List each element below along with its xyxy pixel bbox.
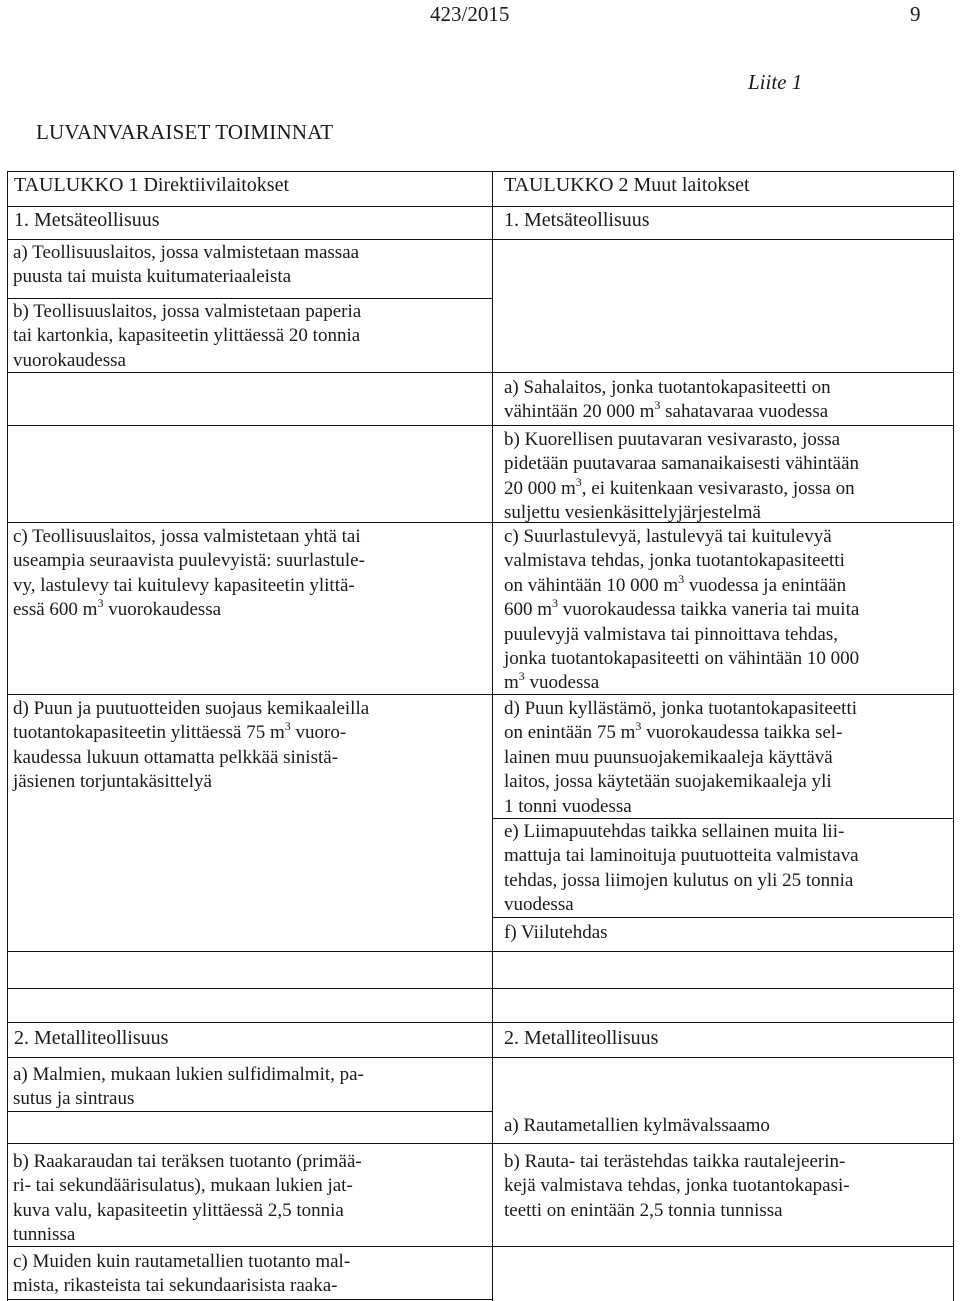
section-heading-forest-right: 1. Metsäteollisuus — [504, 209, 650, 231]
table-cell: b) Rauta- tai terästehdas taikka rautalejeerin- kejä valmistava tehdas, jonka tuotantokapasi- teetti on enintään 2,5 tonnia tunnissa — [504, 1151, 850, 1221]
table-cell: d) Puun ja puutuotteiden suojaus kemikaaleilla tuotantokapasiteetin ylittäessä 75 $m^3$ vuoro- kaudessa lukuun ottamatta pelkkää sinistä- jäsienen torjuntakäsittelyä — [13, 698, 370, 793]
table-cell: c) Teollisuuslaitos, jossa valmistetaan yhtä tai useampia seuraavista puulevyistä: suurlastule- vy, lastulevy tai kuitulevy kapasiteetin ylittä- essä 600 $m^3$ vuorokaudessa — [13, 526, 365, 621]
table-cell: a) Malmien, mukaan lukien sulfidimalmit, pa- sutus ja sintraus — [13, 1064, 364, 1110]
table-cell: c) Suurlastulevyä, lastulevyä tai kuitulevyä valmistava tehdas, jonka tuotantokapasiteetti on vähintään 10 000 $m^3$ vuodessa ja enintään 600 $m^3$ vuorokaudessa taikka vaneria tai muita puulevyjä valmistava tai pinnoittava tehdas, jonka tuotantokapasiteetti on vähintään 10 000 $m^3$ vuodessa — [504, 526, 860, 694]
table-cell: b) Raakaraudan tai teräksen tuotanto (primää- ri- tai sekundäärisulatus), mukaan lukien jat- kuva valu, kapasiteetin ylittäessä 2,5 tonnia tunnissa — [13, 1151, 362, 1246]
table-cell: f) Viilutehdas — [504, 922, 608, 943]
page-title: LUVANVARAISET TOIMINNAT — [36, 120, 334, 144]
table-cell: a) Teollisuuslaitos, jossa valmistetaan massaa puusta tai muista kuitumateriaaleista — [13, 242, 360, 288]
table1-heading: TAULUKKO 1 Direktiivilaitokset — [14, 174, 290, 196]
appendix-label: Liite 1 — [748, 70, 803, 94]
table-cell: a) Rautametallien kylmävalssaamo — [504, 1115, 770, 1136]
table-cell: a) Sahalaitos, jonka tuotantokapasiteetti on vähintään 20 000 $m^3$ sahatavaraa vuodessa — [504, 377, 831, 423]
table2-heading: TAULUKKO 2 Muut laitokset — [504, 174, 750, 196]
table-cell: b) Kuorellisen puutavaran vesivarasto, jossa pidetään puutavaraa samanaikaisesti vähintään 20 000 $m^3$, ei kuitenkaan vesivarasto, jossa on suljettu vesienkäsittelyjärjestelmä — [504, 429, 860, 524]
table-cell: c) Muiden kuin rautametallien tuotanto mal- mista, rikasteista tai sekundaarisista raaka- — [13, 1251, 351, 1297]
section-heading-forest-left: 1. Metsäteollisuus — [14, 209, 160, 231]
table-cell: b) Teollisuuslaitos, jossa valmistetaan paperia tai kartonkia, kapasiteetin ylittäessä 20 tonnia vuorokaudessa — [13, 301, 362, 371]
document-number: 423/2015 — [430, 2, 510, 26]
table-cell: d) Puun kyllästämö, jonka tuotantokapasiteetti on enintään 75 $m^3$ vuorokaudessa taikka sel- lainen muu puunsuojakemikaaleja käyttävä laitos, jossa käytetään suojakemikaaleja yli 1 tonni vuodessa — [504, 698, 858, 817]
section-heading-metal-left: 2. Metalliteollisuus — [14, 1027, 169, 1049]
page-number: 9 — [910, 2, 921, 26]
section-heading-metal-right: 2. Metalliteollisuus — [504, 1027, 659, 1049]
table-cell: e) Liimapuutehdas taikka sellainen muita lii- mattuja tai laminoituja puutuotteita valmistava tehdas, jossa liimojen kulutus on yli 25 tonnia vuodessa — [504, 821, 859, 916]
